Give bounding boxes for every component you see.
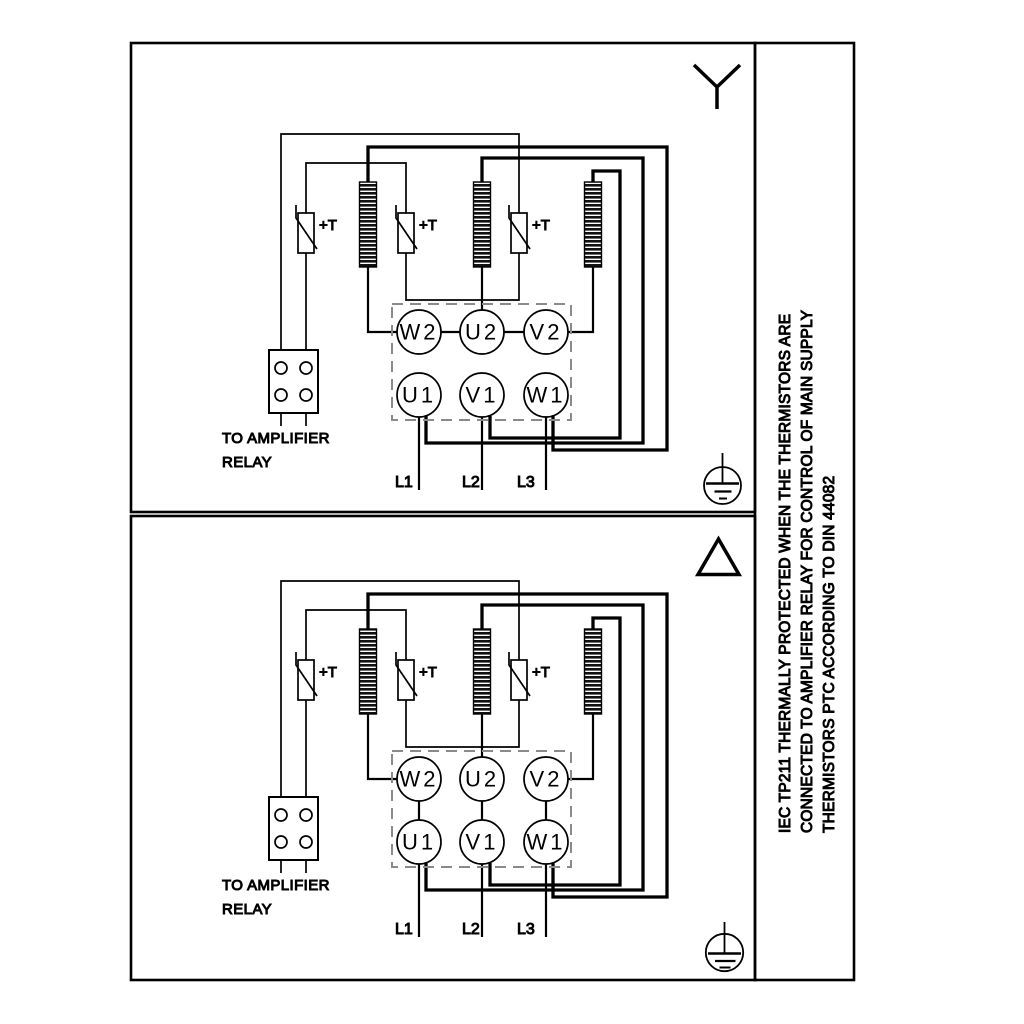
motor-winding-coil xyxy=(474,629,491,714)
motor-winding-coil xyxy=(585,182,602,267)
terminal-label-u2: U2 xyxy=(464,766,500,792)
terminal-label-v1: V1 xyxy=(465,829,499,855)
motor-winding-coil xyxy=(360,182,377,267)
thermistor-label: +T xyxy=(419,664,437,681)
supply-label-l2: L2 xyxy=(462,921,480,938)
relay-pin xyxy=(300,389,312,401)
thermistor-label: +T xyxy=(532,664,550,681)
terminal-label-w1: W1 xyxy=(526,382,566,408)
terminal-label-v1: V1 xyxy=(465,382,499,408)
relay-pin xyxy=(275,809,287,821)
terminal-label-u2: U2 xyxy=(464,319,500,345)
relay-pin xyxy=(275,389,287,401)
relay-caption-line2: RELAY xyxy=(222,454,273,471)
thermistor-label: +T xyxy=(532,217,550,234)
supply-label-l2: L2 xyxy=(462,474,480,491)
terminal-label-w2: W2 xyxy=(399,766,439,792)
relay-pin xyxy=(275,362,287,374)
motor-winding-coil xyxy=(360,629,377,714)
relay-pin xyxy=(300,836,312,848)
terminal-label-v2: V2 xyxy=(529,319,563,345)
motor-winding-coil xyxy=(474,182,491,267)
thermistor-label: +T xyxy=(319,664,337,681)
thermistor-label: +T xyxy=(319,217,337,234)
side-note-line2: CONNECTED TO AMPLIFIER RELAY FOR CONTROL OF MAIN SUPPLY xyxy=(799,309,816,833)
relay-pin xyxy=(275,836,287,848)
relay-caption-line2: RELAY xyxy=(222,901,273,918)
relay-caption-line1: TO AMPLIFIER xyxy=(222,877,330,894)
terminal-label-u1: U1 xyxy=(401,382,437,408)
motor-winding-coil xyxy=(585,629,602,714)
thermistor-label: +T xyxy=(419,217,437,234)
supply-label-l3: L3 xyxy=(517,921,535,938)
terminal-label-v2: V2 xyxy=(529,766,563,792)
relay-caption-line1: TO AMPLIFIER xyxy=(222,430,330,447)
supply-label-l3: L3 xyxy=(517,474,535,491)
side-note-line1: IEC TP211 THERMALLY PROTECTED WHEN THE THERMISTORS ARE xyxy=(777,313,794,833)
relay-pin xyxy=(300,809,312,821)
terminal-label-u1: U1 xyxy=(401,829,437,855)
supply-label-l1: L1 xyxy=(395,474,413,491)
terminal-label-w2: W2 xyxy=(399,319,439,345)
terminal-label-w1: W1 xyxy=(526,829,566,855)
side-note-line3: THERMISTORS PTC ACCORDING TO DIN 44082 xyxy=(821,475,838,833)
supply-label-l1: L1 xyxy=(395,921,413,938)
relay-pin xyxy=(300,362,312,374)
